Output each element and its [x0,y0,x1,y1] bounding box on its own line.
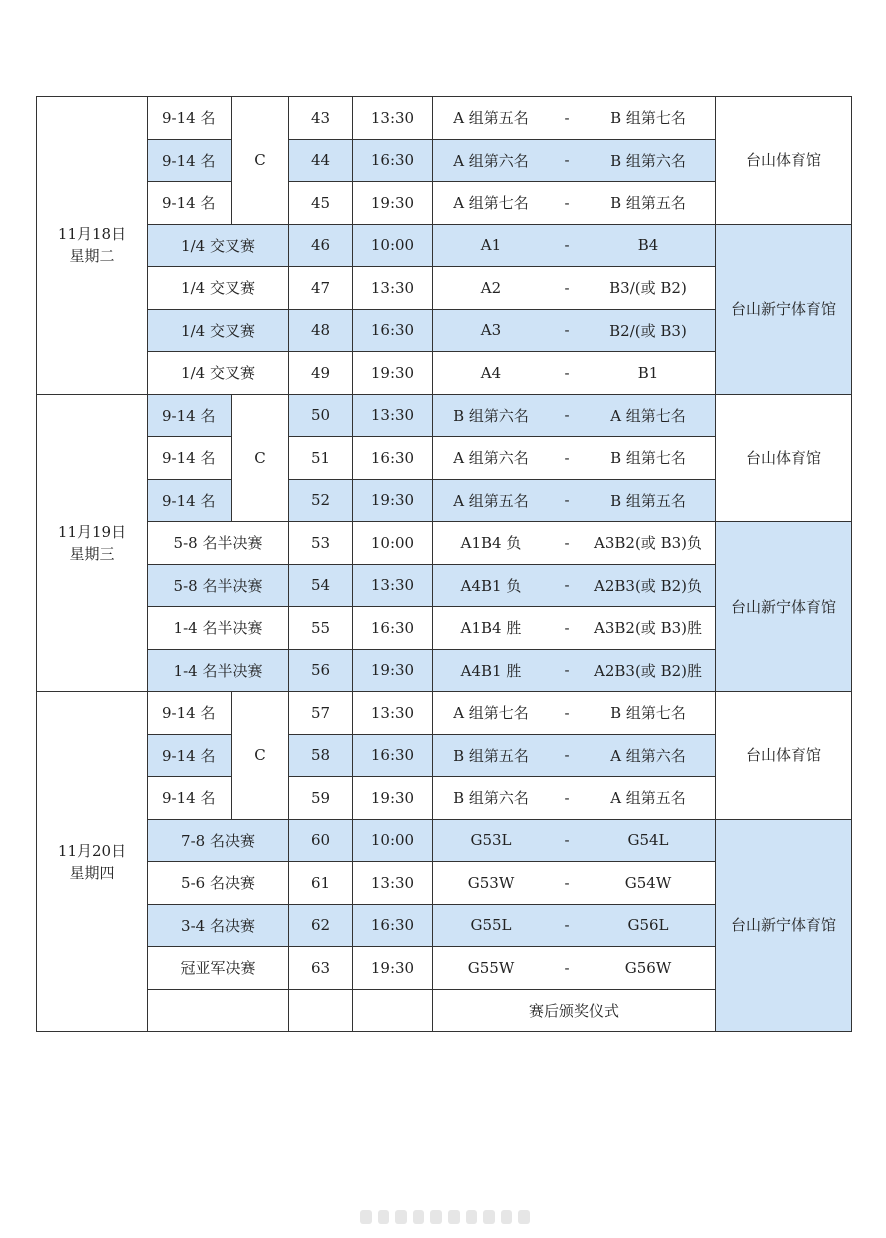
team-2: A 组第七名 [610,406,686,425]
teams-cell [433,734,716,777]
vs-dash: - [564,193,570,212]
vs-dash: - [564,831,570,850]
team-1: A 组第五名 [453,491,529,510]
match-number-cell: 47 [289,267,353,310]
team-1: A4B1 负 [460,576,522,595]
team-2: B 组第七名 [610,704,686,723]
match-number-cell: 61 [289,862,353,905]
teams-cell [433,904,716,947]
stage-cell: 5-8 名半决赛 [148,564,289,607]
match-number-cell: 55 [289,607,353,650]
match-time-cell: 16:30 [353,139,433,182]
team-2: B3/(或 B2) [609,279,687,298]
date-label: 11月19日 [57,522,127,541]
stage-cell: 1/4 交叉赛 [148,352,289,395]
vs-dash: - [564,278,570,297]
match-number-cell: 52 [289,479,353,522]
teams-cell [433,182,716,225]
stage-cell: 5-8 名半决赛 [148,522,289,565]
day-cell [37,692,148,1032]
team-2: B 组第七名 [610,449,686,468]
stage-cell: 9-14 名 [148,777,232,820]
team-1: A1 [480,236,502,255]
stage-cell: 9-14 名 [148,479,232,522]
group-code-cell: C [232,692,289,820]
teams-cell [433,607,716,650]
match-time-cell: 13:30 [353,862,433,905]
venue-cell: 台山体育馆 [716,394,852,522]
match-time-cell: 16:30 [353,904,433,947]
stage-cell: 9-14 名 [148,182,232,225]
date-label: 11月18日 [57,225,127,244]
match-time-cell: 13:30 [353,692,433,735]
date-label: 11月20日 [57,841,127,860]
team-1: A4B1 胜 [460,661,522,680]
stage-cell: 1/4 交叉赛 [148,309,289,352]
empty-cell [148,989,289,1032]
match-number-cell: 49 [289,352,353,395]
stage-cell: 1-4 名半决赛 [148,607,289,650]
team-2: A3B2(或 B3)负 [594,534,702,553]
match-number-cell: 56 [289,649,353,692]
stage-cell: 1-4 名半决赛 [148,649,289,692]
stage-cell: 9-14 名 [148,97,232,140]
team-1: A 组第七名 [453,704,529,723]
team-1: A3 [480,321,502,340]
vs-dash: - [564,916,570,935]
vs-dash: - [564,151,570,170]
match-number-cell: 58 [289,734,353,777]
match-row [37,819,852,862]
team-2: B1 [637,363,659,382]
teams-cell [433,947,716,990]
weekday-label: 星期三 [69,544,115,563]
group-code-cell: C [232,97,289,225]
team-1: A4 [480,363,502,382]
vs-dash: - [564,491,570,510]
teams-cell [433,479,716,522]
stage-cell: 5-6 名决赛 [148,862,289,905]
day-cell [37,97,148,395]
match-row [37,97,852,140]
teams-cell [433,394,716,437]
stage-cell: 9-14 名 [148,734,232,777]
match-number-cell: 51 [289,437,353,480]
match-time-cell: 19:30 [353,947,433,990]
teams-cell [433,692,716,735]
venue-cell: 台山新宁体育馆 [716,819,852,1032]
teams-cell [433,649,716,692]
teams-cell [433,862,716,905]
teams-cell [433,224,716,267]
teams-cell [433,522,716,565]
vs-dash: - [564,533,570,552]
vs-dash: - [564,703,570,722]
vs-dash: - [564,576,570,595]
match-time-cell: 19:30 [353,182,433,225]
venue-cell: 台山新宁体育馆 [716,224,852,394]
vs-dash: - [564,746,570,765]
team-1: A 组第六名 [453,151,529,170]
team-1: G53W [467,873,515,892]
team-2: G54L [627,831,669,850]
match-number-cell: 50 [289,394,353,437]
match-time-cell: 19:30 [353,479,433,522]
team-2: A 组第五名 [610,789,686,808]
match-time-cell: 10:00 [353,224,433,267]
group-code-cell: C [232,394,289,522]
stage-cell: 9-14 名 [148,139,232,182]
stage-cell: 1/4 交叉赛 [148,267,289,310]
match-number-cell: 57 [289,692,353,735]
team-1: A1B4 负 [460,534,522,553]
vs-dash: - [564,618,570,637]
teams-cell [433,777,716,820]
vs-dash: - [564,363,570,382]
venue-cell: 台山新宁体育馆 [716,522,852,692]
team-1: A2 [480,278,502,297]
team-1: A 组第七名 [453,194,529,213]
vs-dash: - [564,661,570,680]
match-time-cell: 16:30 [353,607,433,650]
match-number-cell: 59 [289,777,353,820]
match-number-cell: 45 [289,182,353,225]
match-number-cell: 43 [289,97,353,140]
match-number-cell: 46 [289,224,353,267]
team-2: G54W [624,873,672,892]
match-time-cell: 13:30 [353,564,433,607]
team-2: G56L [627,916,669,935]
match-row [37,522,852,565]
stage-cell: 1/4 交叉赛 [148,224,289,267]
match-time-cell: 16:30 [353,734,433,777]
team-2: B4 [637,236,659,255]
match-time-cell: 13:30 [353,394,433,437]
stage-cell: 9-14 名 [148,692,232,735]
match-number-cell: 63 [289,947,353,990]
teams-cell [433,139,716,182]
match-row [37,224,852,267]
teams-cell [433,352,716,395]
teams-cell [433,564,716,607]
vs-dash: - [564,448,570,467]
match-row [37,692,852,735]
match-number-cell: 60 [289,819,353,862]
vs-dash: - [564,108,570,127]
match-time-cell: 19:30 [353,352,433,395]
empty-cell [353,989,433,1032]
match-time-cell: 13:30 [353,97,433,140]
team-2: B 组第七名 [610,109,686,128]
team-2: A3B2(或 B3)胜 [594,619,702,638]
page-footer-decoration [360,1210,530,1230]
team-1: B 组第五名 [453,746,529,765]
teams-cell [433,267,716,310]
team-1: A1B4 胜 [460,619,522,638]
venue-cell: 台山体育馆 [716,97,852,225]
team-2: B2/(或 B3) [609,321,687,340]
vs-dash: - [564,873,570,892]
match-time-cell: 19:30 [353,649,433,692]
team-1: B 组第六名 [453,789,529,808]
team-1: B 组第六名 [453,406,529,425]
vs-dash: - [564,958,570,977]
stage-cell: 9-14 名 [148,437,232,480]
match-time-cell: 16:30 [353,437,433,480]
match-time-cell: 10:00 [353,522,433,565]
team-1: G55L [470,916,512,935]
match-time-cell: 19:30 [353,777,433,820]
weekday-label: 星期二 [69,247,115,266]
match-number-cell: 62 [289,904,353,947]
team-2: A2B3(或 B2)负 [594,576,702,595]
team-1: A 组第六名 [453,449,529,468]
match-number-cell: 44 [289,139,353,182]
empty-cell [289,989,353,1032]
team-2: B 组第六名 [610,151,686,170]
vs-dash: - [564,406,570,425]
team-2: A2B3(或 B2)胜 [594,661,702,680]
team-1: A 组第五名 [453,109,529,128]
teams-cell [433,97,716,140]
team-1: G53L [470,831,512,850]
vs-dash: - [564,788,570,807]
match-time-cell: 13:30 [353,267,433,310]
vs-dash: - [564,321,570,340]
team-1: G55W [467,958,515,977]
ceremony-cell: 赛后颁奖仪式 [433,989,716,1032]
match-row [37,394,852,437]
stage-cell: 冠亚军决赛 [148,947,289,990]
stage-cell: 9-14 名 [148,394,232,437]
match-time-cell: 16:30 [353,309,433,352]
teams-cell [433,437,716,480]
teams-cell [433,819,716,862]
match-number-cell: 54 [289,564,353,607]
vs-dash: - [564,236,570,255]
weekday-label: 星期四 [69,863,115,882]
stage-cell: 3-4 名决赛 [148,904,289,947]
team-2: B 组第五名 [610,491,686,510]
match-number-cell: 48 [289,309,353,352]
venue-cell: 台山体育馆 [716,692,852,820]
teams-cell [433,309,716,352]
team-2: A 组第六名 [610,746,686,765]
schedule-table [36,96,852,1032]
match-number-cell: 53 [289,522,353,565]
match-time-cell: 10:00 [353,819,433,862]
team-2: G56W [624,958,672,977]
team-2: B 组第五名 [610,194,686,213]
day-cell [37,394,148,692]
stage-cell: 7-8 名决赛 [148,819,289,862]
